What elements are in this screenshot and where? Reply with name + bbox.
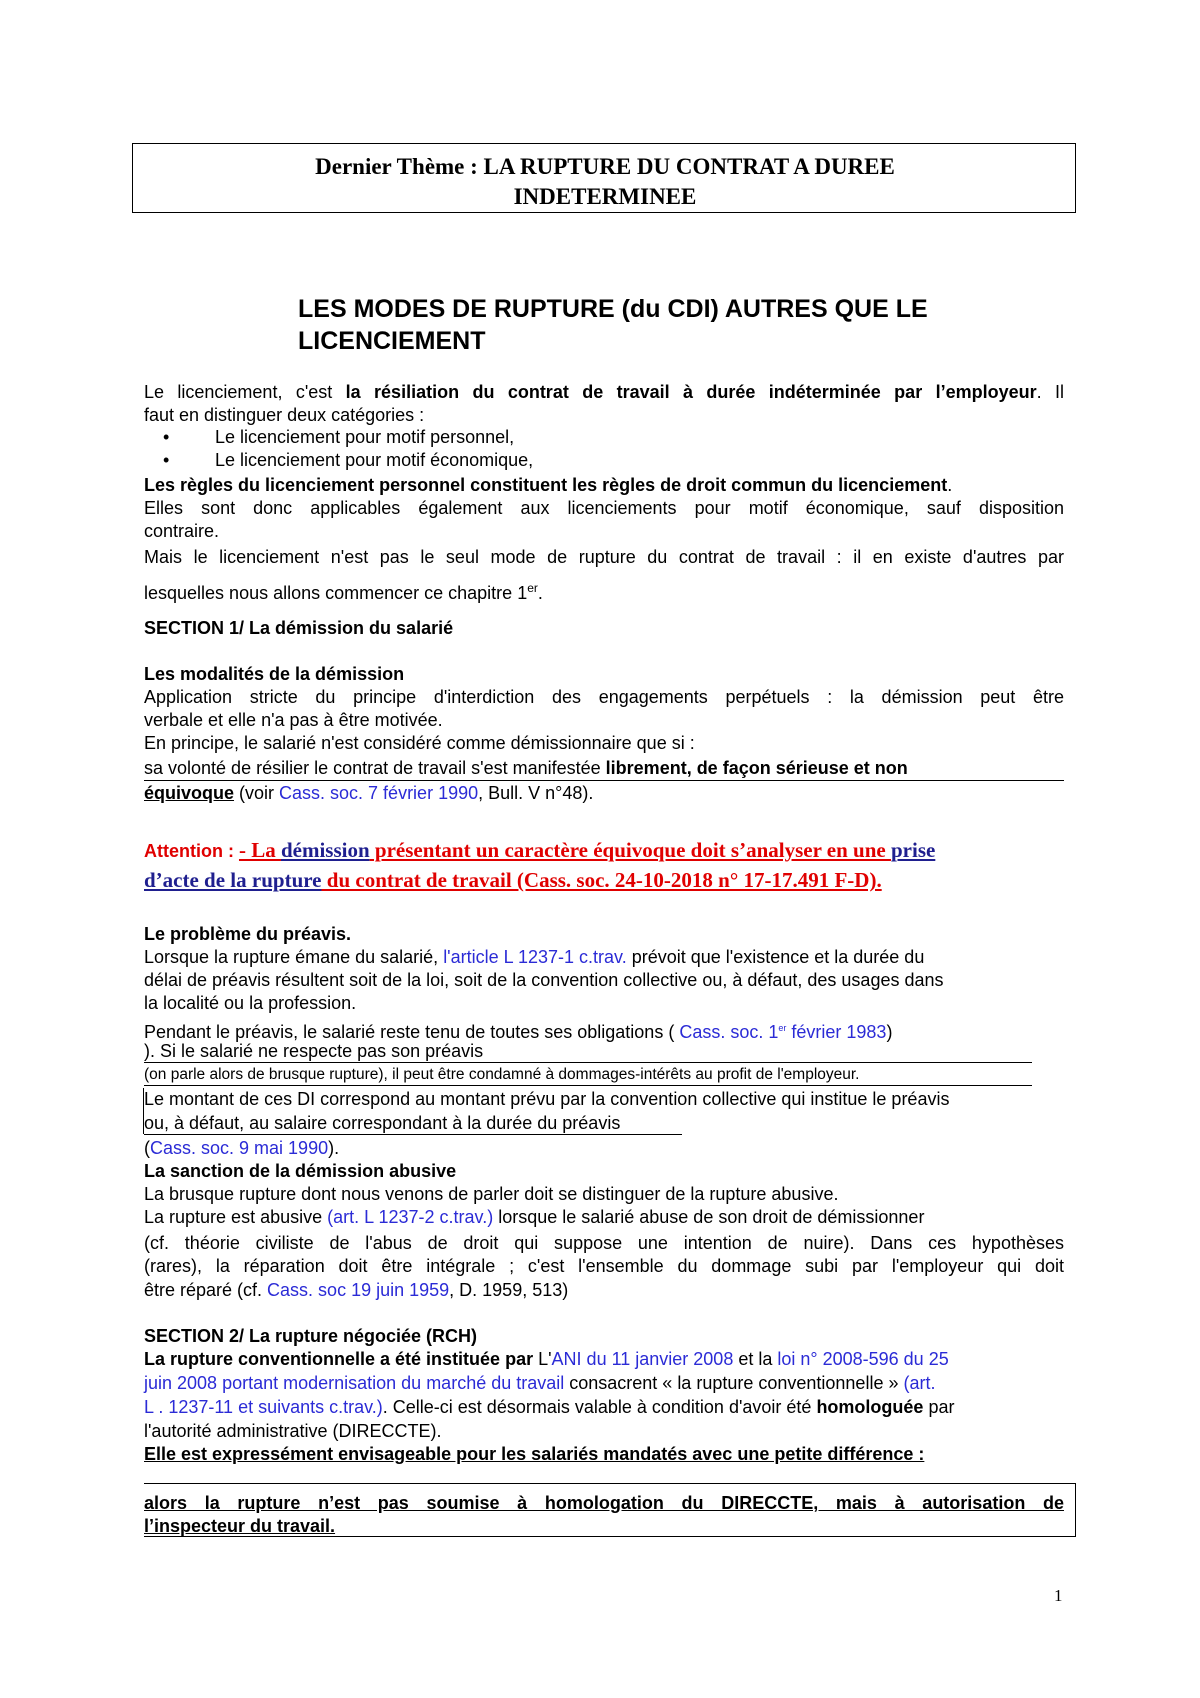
- document-title-line-2: INDETERMINEE: [513, 184, 697, 209]
- modalities-text: sa volonté de résilier le contrat de travail s'est manifestée: [144, 758, 606, 778]
- sanction-text: être réparé (cf.: [144, 1280, 268, 1300]
- sanction-line-1: La brusque rupture dont nous venons de parler doit se distinguer de la rupture abusive.: [144, 1184, 839, 1204]
- modalities-line-2: verbale et elle n'a pas à être motivée.: [144, 710, 443, 730]
- section-2-bold: homologuée: [816, 1397, 924, 1417]
- notice-line-3: la localité ou la profession.: [144, 993, 357, 1013]
- chapter-text: lesquelles nous allons commencer ce chapitre 1: [144, 583, 528, 603]
- case-law-link[interactable]: Cass. soc. 1: [679, 1022, 779, 1042]
- notice-text: Lorsque la rupture émane du salarié,: [144, 947, 444, 967]
- underline-rule: [144, 1062, 1032, 1063]
- attention-text: démission: [280, 838, 370, 862]
- modalities-text: , Bull. V n°48).: [478, 783, 594, 803]
- section-2-line-6: alors la rupture n’est pas soumise à homologation du DIRECCTE, mais à autorisation de: [144, 1493, 1064, 1513]
- section-2-title: SECTION 2/ La rupture négociée (RCH): [144, 1326, 478, 1346]
- attention-line-2: [144, 868, 882, 893]
- section-2-text: et la: [733, 1349, 778, 1369]
- article-link[interactable]: L . 1237-11 et suivants c.trav.): [144, 1397, 383, 1417]
- section-2-line-1: [144, 1348, 1064, 1370]
- bullet-icon: •: [163, 427, 170, 447]
- notice-line-9: [144, 1137, 1064, 1159]
- notice-line-7: Le montant de ces DI correspond au montant prévu par la convention collective qui institue le préavis: [144, 1089, 950, 1109]
- intro-line-6: contraire.: [144, 521, 220, 541]
- intro-definition: la résiliation du contrat de travail à durée indéterminée par l’employeur: [345, 382, 1037, 402]
- intro-text: . Il: [1036, 382, 1064, 402]
- section-1-subtitle-sanction: La sanction de la démission abusive: [144, 1161, 457, 1181]
- sanction-line-5: [144, 1279, 1064, 1301]
- case-law-link[interactable]: Cass. soc 19 juin 1959: [267, 1280, 450, 1300]
- section-2-line-4: l'autorité administrative (DIRECCTE).: [144, 1421, 442, 1441]
- page-number: 1: [1054, 1586, 1063, 1605]
- attention-line-1: [144, 838, 935, 863]
- modalities-bold: librement, de façon sérieuse et non: [605, 758, 908, 778]
- bullet-item-2: Le licenciement pour motif économique,: [215, 450, 534, 470]
- box-top-rule: [144, 1483, 1076, 1484]
- article-link[interactable]: (art. L 1237-2 c.trav.): [327, 1207, 494, 1227]
- modalities-line-5: [144, 782, 1064, 804]
- title-box: [132, 143, 1076, 213]
- section-2-line-5: Elle est expressément envisageable pour les salariés mandatés avec une petite différence :: [144, 1444, 925, 1464]
- section-1-subtitle-modalities: Les modalités de la démission: [144, 664, 405, 684]
- superscript: er: [778, 1023, 787, 1033]
- box-bottom-rule: [144, 1536, 1076, 1537]
- bullet-item-1: Le licenciement pour motif personnel,: [215, 427, 515, 447]
- attention-label: Attention :: [144, 841, 239, 861]
- intro-line-2: faut en distinguer deux catégories :: [144, 405, 425, 425]
- notice-line-2: délai de préavis résultent soit de la loi, soit de la convention collective ou, à défaut, des usages dans: [144, 970, 944, 990]
- modalities-line-4: [144, 757, 1064, 779]
- notice-text: prévoit que l'existence et la durée du: [626, 947, 925, 967]
- underline-rule: [144, 1085, 1032, 1086]
- section-2-text: par: [923, 1397, 955, 1417]
- notice-line-6: (on parle alors de brusque rupture), il peut être condamné à dommages-intérêts au profit de l'employeur.: [144, 1066, 860, 1083]
- notice-line-5: ). Si le salarié ne respecte pas son préavis: [144, 1041, 484, 1061]
- section-2-line-7: l’inspecteur du travail.: [144, 1516, 336, 1536]
- section-1-subtitle-notice: Le problème du préavis.: [144, 924, 352, 944]
- bullet-icon: •: [163, 450, 170, 470]
- intro-line-8: [144, 577, 1064, 604]
- chapter-end: .: [537, 583, 543, 603]
- attention-text: - La: [238, 838, 281, 862]
- main-heading-line-2: LICENCIEMENT: [298, 327, 486, 355]
- ani-link[interactable]: ANI du 11 janvier 2008: [551, 1349, 734, 1369]
- section-1-title: SECTION 1/ La démission du salarié: [144, 618, 454, 638]
- box-right-rule: [1075, 1483, 1076, 1536]
- law-link[interactable]: juin 2008 portant modernisation du marché du travail: [144, 1373, 565, 1393]
- article-link[interactable]: (art.: [903, 1373, 936, 1393]
- case-law-link[interactable]: Cass. soc. 9 mai 1990: [150, 1138, 329, 1158]
- sanction-line-2: [144, 1206, 1064, 1228]
- intro-line-7: Mais le licenciement n'est pas le seul mode de rupture du contrat de travail : il en existe d'autres par: [144, 547, 1064, 567]
- modalities-line-1: Application stricte du principe d'interdiction des engagements perpétuels : la démission peut être: [144, 687, 1064, 707]
- law-link[interactable]: loi n° 2008-596 du 25: [777, 1349, 949, 1369]
- attention-text: du contrat de travail (Cass. soc. 24-10-2018 n° 17-17.491 F-D).: [321, 868, 882, 892]
- common-law-rule: [144, 474, 1064, 496]
- notice-text: Pendant le préavis, le salarié reste tenu de toutes ses obligations (: [144, 1022, 680, 1042]
- underline-rule: [144, 780, 1064, 781]
- sanction-text: lorsque le salarié abuse de son droit de démissionner: [493, 1207, 925, 1227]
- sanction-line-4: (rares), la réparation doit être intégrale ; c'est l'ensemble du dommage subi par l'employeur qui doit: [144, 1256, 1064, 1276]
- sanction-text: , D. 1959, 513): [449, 1280, 569, 1300]
- section-2-text: consacrent « la rupture conventionnelle »: [564, 1373, 904, 1393]
- notice-text: ).: [328, 1138, 340, 1158]
- section-2-line-2: [144, 1372, 1064, 1394]
- modalities-text: (voir: [234, 783, 280, 803]
- document-title-line-1: Dernier Thème : LA RUPTURE DU CONTRAT A DUREE: [315, 154, 895, 179]
- section-2-text: L': [533, 1349, 552, 1369]
- modalities-bold-underlined: équivoque: [144, 783, 235, 803]
- section-2-line-3: [144, 1396, 1064, 1418]
- rule-text: Les règles du licenciement personnel constituent les règles de droit commun du licenciement: [144, 475, 948, 495]
- case-law-link[interactable]: février 1983: [786, 1022, 887, 1042]
- notice-line-8: ou, à défaut, au salaire correspondant à la durée du préavis: [144, 1113, 621, 1133]
- case-law-link[interactable]: Cass. soc. 7 février 1990: [279, 783, 479, 803]
- intro-line-1: [144, 381, 1064, 403]
- main-heading-line-1: LES MODES DE RUPTURE (du CDI) AUTRES QUE LE: [298, 295, 928, 323]
- margin-rule: [143, 1088, 144, 1134]
- section-2-text: . Celle-ci est désormais valable à condition d'avoir été: [382, 1397, 817, 1417]
- section-2-bold: La rupture conventionnelle a été instituée par: [144, 1349, 534, 1369]
- notice-text: ): [886, 1022, 893, 1042]
- sanction-text: La rupture est abusive: [144, 1207, 328, 1227]
- superscript: er: [527, 581, 538, 595]
- attention-text: présentant un caractère équivoque doit s’analyser en une: [369, 838, 891, 862]
- notice-text: (: [144, 1138, 150, 1158]
- sanction-line-3: (cf. théorie civiliste de l'abus de droit qui suppose une intention de nuire). Dans ces hypothèses: [144, 1233, 1064, 1253]
- intro-text: Le licenciement, c'est: [144, 382, 346, 402]
- rule-end: .: [947, 475, 953, 495]
- notice-line-1: [144, 946, 1064, 968]
- modalities-line-3: En principe, le salarié n'est considéré comme démissionnaire que si :: [144, 733, 695, 753]
- intro-line-5: Elles sont donc applicables également aux licenciements pour motif économique, sauf disposition: [144, 498, 1064, 518]
- attention-text: d’acte de la rupture: [144, 868, 322, 892]
- attention-text: prise: [890, 838, 936, 862]
- article-link[interactable]: l'article L 1237-1 c.trav.: [443, 947, 627, 967]
- underline-rule: [144, 1134, 682, 1135]
